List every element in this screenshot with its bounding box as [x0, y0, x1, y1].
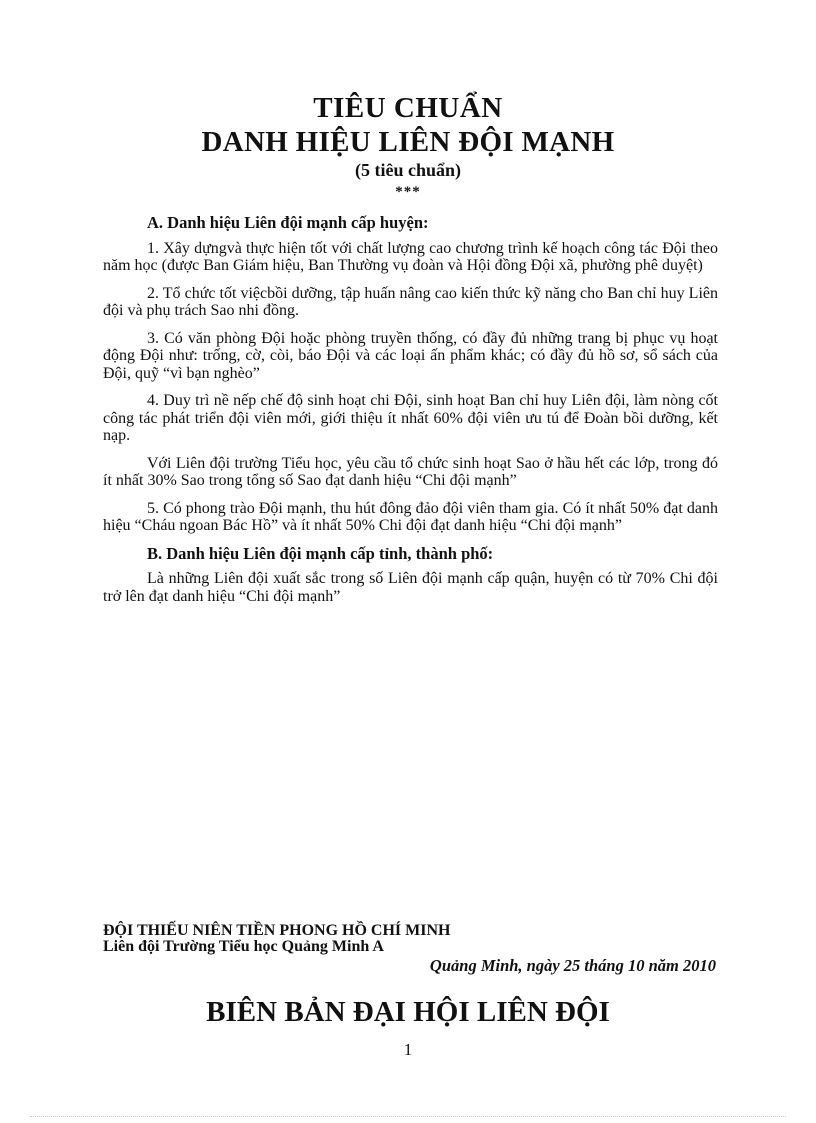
school-unit-name: Liên đội Trường Tiểu học Quảng Minh A — [103, 938, 384, 955]
section-b-paragraph-1: Là những Liên đội xuất sắc trong số Liên đội mạnh cấp quận, huyện có từ 70% Chi đội trở lên đạt danh hiệu “Chi đội mạnh” — [103, 570, 718, 605]
section-a-paragraph-5: Với Liên đội trường Tiểu học, yêu cầu tổ chức sinh hoạt Sao ở hầu hết các lớp, trong đó ít nhất 30% Sao trong tổng số Sao đạt danh hiệu “Chi đội mạnh” — [103, 454, 718, 489]
minutes-title: BIÊN BẢN ĐẠI HỘI LIÊN ĐỘI — [206, 996, 610, 1028]
organization-name: ĐỘI THIẾU NIÊN TIỀN PHONG HỒ CHÍ MINH — [103, 922, 451, 939]
document-title-line1: TIÊU CHUẨN — [313, 92, 503, 124]
section-a-paragraph-1: 1. Xây dựngvà thực hiện tốt với chất lượng cao chương trình kế hoạch công tác Đội theo năm học (được Ban Giám hiệu, Ban Thường vụ đoàn và Hội đồng Đội xã, phường phê duyệt) — [103, 239, 718, 274]
section-a-heading: A. Danh hiệu Liên đội mạnh cấp huyện: — [147, 213, 429, 232]
separator: *** — [395, 184, 421, 200]
place-and-date: Quảng Minh, ngày 25 tháng 10 năm 2010 — [429, 956, 716, 975]
page-bottom-divider — [30, 1116, 786, 1117]
section-a-paragraph-6: 5. Có phong trào Đội mạnh, thu hút đông đảo đội viên tham gia. Có ít nhất 50% đạt danh hiệu “Cháu ngoan Bác Hồ” và ít nhất 50% Chi đội đạt danh hiệu “Chi đội mạnh” — [103, 499, 718, 534]
document-subtitle: (5 tiêu chuẩn) — [354, 160, 461, 180]
section-a-paragraph-4: 4. Duy trì nề nếp chế độ sinh hoạt chi Đội, sinh hoạt Ban chỉ huy Liên đội, làm nòng cốt công tác phát triển đội viên mới, giới thiệu ít nhất 60% đội viên ưu tú để Đoàn bồi dưỡng, kết nạp. — [103, 392, 718, 444]
document-title-line2: DANH HIỆU LIÊN ĐỘI MẠNH — [201, 126, 615, 158]
section-b-heading: B. Danh hiệu Liên đội mạnh cấp tỉnh, thành phố: — [147, 543, 494, 563]
section-a-paragraph-2: 2. Tổ chức tốt việcbồi dưỡng, tập huấn nâng cao kiến thức kỹ năng cho Ban chỉ huy Liên đội và phụ trách Sao nhi đồng. — [103, 284, 718, 319]
section-a-paragraph-3: 3. Có văn phòng Đội hoặc phòng truyền thống, có đầy đủ những trang bị phục vụ hoạt động Đội như: trống, cờ, còi, báo Đội và các loại ấn phẩm khác; có đầy đủ hồ sơ, sổ sách của Đội, quỹ “vì bạn nghèo” — [103, 329, 718, 382]
document-body — [103, 212, 718, 615]
page-number: 1 — [403, 1040, 413, 1059]
